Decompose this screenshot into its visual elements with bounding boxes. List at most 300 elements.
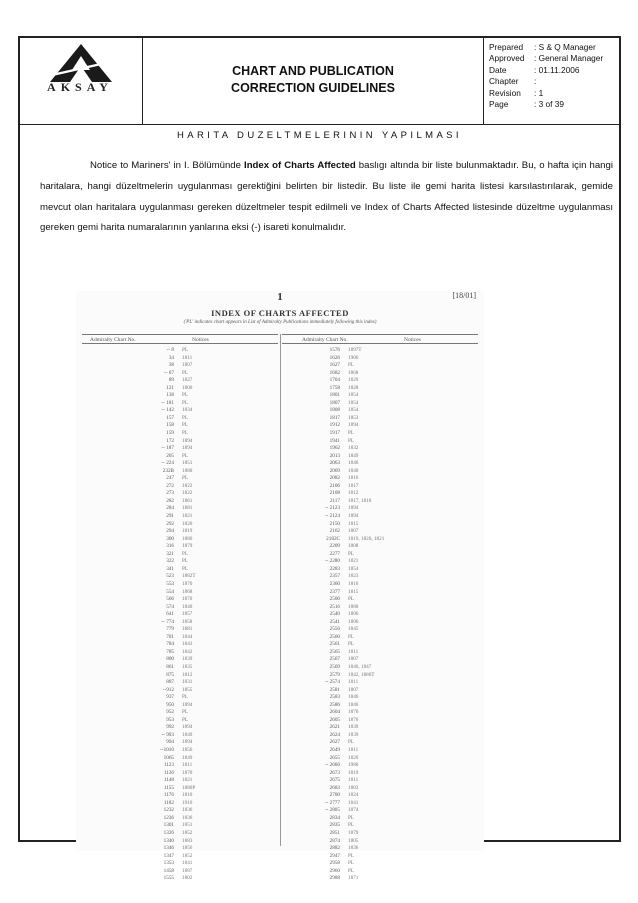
index-row (124, 347, 196, 355)
notice-number: 1827 (182, 377, 193, 384)
notice-number: 1822 (182, 482, 193, 489)
chart-number: 2673 (329, 769, 340, 776)
meta-value: : S & Q Manager (534, 42, 596, 52)
index-row (290, 528, 384, 536)
index-row (290, 543, 384, 551)
chart-number: 1347 (163, 852, 174, 859)
index-row (124, 770, 196, 778)
index-row (290, 664, 384, 672)
notice-number: 1807 (348, 656, 359, 663)
chart-number: 321 (166, 550, 174, 557)
index-row (290, 490, 384, 498)
chart-number: -- 2123 (324, 505, 340, 512)
notice-number: PL (348, 430, 355, 437)
index-row (124, 596, 196, 604)
notice-number: 1853 (348, 414, 359, 421)
index-row (290, 732, 384, 740)
index-row (290, 468, 384, 476)
notice-number: 1849 (348, 452, 359, 459)
notice-number: 1829 (348, 377, 359, 384)
index-row (290, 815, 384, 823)
index-row (124, 558, 196, 566)
chart-number: 1627 (329, 362, 340, 369)
index-row (290, 460, 384, 468)
chart-number: 992 (166, 724, 174, 731)
notice-number: 1817, 1818 (348, 497, 372, 504)
notice-number: 1858 (182, 618, 193, 625)
index-row (290, 724, 384, 732)
chart-number: 2108 (329, 490, 340, 497)
chart-number: -- 774 (161, 618, 174, 625)
paragraph-part-2: baslıgı altında bir liste bulunmaktadır. Bu, o hafta için hangi haritalara, hangi düzeltmelerin uygulanması gerektiğini belirten bir listedir. Bu liste ile gemi harita listesi karsılastırılarak, gemide mevcut olan haritalara uygulanması gereken düzeltmeler tespit edilmeli ve Index of Charts Affected listesinde düzeltme uygulanması gereken gemi harita numaralarının yanlarına eksi (-) isareti konulmalıdır. (40, 160, 613, 234)
index-row (124, 717, 196, 725)
chart-number: -- 224 (161, 460, 174, 467)
notice-number: 1832 (348, 445, 359, 452)
chart-number: 781 (166, 633, 174, 640)
notice-number: 1894 (182, 701, 193, 708)
chart-number: -- 2574 (324, 679, 340, 686)
notice-number: 1857 (182, 611, 193, 618)
index-row (290, 868, 384, 876)
index-row (124, 589, 196, 597)
notice-number: PL (348, 852, 355, 859)
notice-number: 1881 (182, 626, 193, 633)
index-row (290, 430, 384, 438)
chart-number: 1941 (329, 437, 340, 444)
index-row (124, 875, 196, 883)
notice-number: 1880 (348, 603, 359, 610)
index-row (290, 838, 384, 846)
meta-label: Chapter (489, 76, 519, 87)
chart-number: 1236 (163, 814, 174, 821)
chart-number: 1912 (329, 422, 340, 429)
notice-number: PL (182, 414, 189, 421)
notice-number: 1805 (348, 837, 359, 844)
index-row (290, 830, 384, 838)
index-row (290, 687, 384, 695)
chart-number: 2360 (329, 580, 340, 587)
index-row (290, 453, 384, 461)
chart-number: 2675 (329, 777, 340, 784)
index-row (124, 822, 196, 830)
title-line-1: CHART AND PUBLICATION (232, 64, 394, 78)
notice-number: PL (182, 392, 189, 399)
notice-number: PL (348, 822, 355, 829)
chart-number: 1458 (163, 867, 174, 874)
index-row (124, 739, 196, 747)
notice-number: 1856 (182, 845, 193, 852)
chart-number: 247 (166, 475, 174, 482)
index-row (124, 400, 196, 408)
notice-number: 1854 (348, 407, 359, 414)
index-row (124, 551, 196, 559)
notice-number: 1868 (348, 369, 359, 376)
notice-number: 1845 (348, 626, 359, 633)
chart-number: 2516 (329, 603, 340, 610)
chart-number: 861 (166, 663, 174, 670)
index-row (290, 770, 384, 778)
index-row (124, 505, 196, 513)
meta-page (489, 99, 603, 110)
notice-number: PL (182, 475, 189, 482)
notice-number: 1871 (348, 875, 359, 882)
notice-number: 1849 (182, 754, 193, 761)
index-row (124, 694, 196, 702)
chart-number: 1704 (329, 377, 340, 384)
index-row (124, 815, 196, 823)
index-row (290, 355, 384, 363)
chart-number: 2874 (329, 837, 340, 844)
chart-number: 2556 (329, 626, 340, 633)
chart-number: -- 142 (161, 407, 174, 414)
notice-number: 1851 (182, 460, 193, 467)
chart-number: 1576 (329, 347, 340, 353)
scan-page-number: 1 (277, 291, 283, 303)
index-row (124, 649, 196, 657)
chart-number: 2621 (329, 724, 340, 731)
chart-number: 566 (166, 596, 174, 603)
chart-number: 291 (166, 513, 174, 520)
scan-col-header-chart: Admiralty Chart No. (90, 337, 136, 343)
chart-number: 2561 (329, 641, 340, 648)
chart-number: 2960 (329, 867, 340, 874)
notice-number: 1839 (348, 731, 359, 738)
notice-number: 1841 (348, 799, 359, 806)
notice-number: 1808 (348, 543, 359, 550)
index-row (290, 400, 384, 408)
chart-number: 779 (166, 626, 174, 633)
index-row (290, 498, 384, 506)
chart-number: 272 (166, 482, 174, 489)
notice-number: 1836 (182, 814, 193, 821)
chart-number: 205 (166, 452, 174, 459)
index-row (124, 838, 196, 846)
notice-number: 1854 (348, 392, 359, 399)
meta-value: : (534, 76, 537, 87)
chart-number: 2586 (329, 701, 340, 708)
notice-number: 1894 (182, 445, 193, 452)
index-row (290, 800, 384, 808)
meta-label: Prepared (489, 42, 524, 52)
chart-number: 1148 (163, 777, 174, 784)
notice-number: 1828 (348, 384, 359, 391)
index-row (124, 407, 196, 415)
chart-number: 2655 (329, 754, 340, 761)
index-row (290, 672, 384, 680)
index-row (124, 377, 196, 385)
chart-number: 2851 (329, 830, 340, 836)
index-row (290, 483, 384, 491)
scan-col-header-notices: Notices (404, 337, 421, 343)
notice-number: 1874 (348, 807, 359, 814)
index-row (124, 438, 196, 446)
notice-number: PL (182, 565, 189, 572)
chart-number: 2683 (329, 784, 340, 791)
chart-number: 2106 (329, 482, 340, 489)
index-row (124, 777, 196, 785)
notice-number: 1846 (348, 460, 359, 467)
index-row (124, 611, 196, 619)
index-row (290, 513, 384, 521)
index-row (290, 747, 384, 755)
chart-number: 121 (166, 384, 174, 391)
notice-number: PL (348, 860, 355, 867)
index-row (124, 800, 196, 808)
index-row (124, 860, 196, 868)
chart-number: 1962 (329, 445, 340, 452)
notice-number: 1831 (182, 679, 193, 686)
scan-col-header-chart: Admiralty Chart No. (302, 337, 348, 343)
chart-number: 172 (166, 437, 174, 444)
chart-number: 2627 (329, 739, 340, 746)
chart-number: --1010 (160, 746, 174, 753)
notice-number: 1844 (182, 633, 193, 640)
chart-number: 523 (166, 573, 174, 580)
index-row (124, 490, 196, 498)
index-row (124, 709, 196, 717)
index-row (124, 634, 196, 642)
index-row (290, 626, 384, 634)
notice-number: 1894 (182, 724, 193, 731)
logo-text: AKSAY (47, 80, 113, 94)
index-row (290, 438, 384, 446)
index-row (124, 672, 196, 680)
notice-number: PL (182, 430, 189, 437)
notice-number: 1846 (348, 694, 359, 701)
notice-number: 1840 (348, 467, 359, 474)
chart-number: --912 (162, 686, 174, 693)
index-row (124, 581, 196, 589)
notice-number: 1879 (182, 543, 193, 550)
index-row (290, 792, 384, 800)
document-title (143, 63, 483, 97)
notice-number: 1880 (182, 467, 193, 474)
notice-number: 1849 (182, 731, 193, 738)
notice-number: 1824 (348, 792, 359, 799)
meta-label: Date (489, 64, 507, 75)
notice-number: PL (182, 694, 189, 701)
index-row (290, 762, 384, 770)
notice-number: 1868 (182, 588, 193, 595)
chart-number: 1123 (163, 762, 174, 769)
index-row (290, 573, 384, 581)
chart-number: 2500 (329, 596, 340, 603)
paragraph-bold-term: Index of Charts Affected (244, 160, 356, 171)
chart-number: 316 (166, 543, 174, 550)
notice-number: 1851 (182, 822, 193, 829)
notice-number: 1820 (182, 520, 193, 527)
chart-number: 1155 (163, 784, 174, 791)
index-row (290, 407, 384, 415)
chart-number: 2700 (329, 792, 340, 799)
notice-number: PL (348, 596, 355, 603)
scan-column-divider (280, 334, 281, 846)
notice-number: 1811 (182, 354, 193, 361)
meta-value: : 01.11.2006 (534, 64, 580, 75)
notice-number: 1807 (182, 362, 193, 369)
chart-number: 1136 (163, 769, 174, 776)
notice-number: 1820 (348, 754, 359, 761)
notice-number: 1846, 1847 (348, 663, 372, 670)
index-row (290, 717, 384, 725)
index-row (124, 513, 196, 521)
chart-number: 800 (166, 656, 174, 663)
index-row (290, 392, 384, 400)
chart-number: -- 2666 (324, 762, 340, 769)
notice-number: 1897T (348, 347, 362, 353)
scanned-index-image (76, 291, 484, 882)
chart-number: 1182 (163, 799, 174, 806)
chart-number: 2567 (329, 656, 340, 663)
chart-number: 2541 (329, 618, 340, 625)
index-row (124, 453, 196, 461)
chart-number: 2947 (329, 852, 340, 859)
notice-number: 1819, 1820, 1821 (348, 535, 385, 542)
notice-number: 1881 (182, 505, 193, 512)
notice-number: 1836 (348, 845, 359, 852)
chart-number: 1682 (329, 369, 340, 376)
chart-number: 1801 (329, 392, 340, 399)
chart-number: 887 (166, 679, 174, 686)
index-row (124, 543, 196, 551)
notice-number: 1821 (348, 558, 359, 565)
scan-header-right (282, 334, 478, 344)
notice-number: 1807 (348, 528, 359, 535)
notice-number: 1816 (348, 580, 359, 587)
chart-number: 2624 (329, 731, 340, 738)
index-row (124, 626, 196, 634)
metadata-cell (484, 38, 619, 124)
index-row (124, 830, 196, 838)
index-row (124, 460, 196, 468)
chart-number: 2882 (329, 845, 340, 852)
chart-number: -- 187 (161, 445, 174, 452)
chart-number: 2540 (329, 611, 340, 618)
chart-number: 1176 (163, 792, 174, 799)
notice-number: 1839 (348, 724, 359, 731)
index-row (290, 860, 384, 868)
notice-number: 1806 (348, 618, 359, 625)
meta-value: : General Manager (534, 53, 604, 64)
index-row (124, 868, 196, 876)
chart-number: 1353 (163, 860, 174, 867)
index-row (290, 656, 384, 664)
notice-number: 1887 (182, 867, 193, 874)
index-row (290, 558, 384, 566)
notice-number: 1883 (182, 837, 193, 844)
chart-number: 952 (166, 709, 174, 716)
document-header (20, 38, 619, 125)
index-row (124, 656, 196, 664)
notice-number: 1811 (348, 777, 359, 784)
index-row (124, 498, 196, 506)
index-row (124, 687, 196, 695)
scan-title: INDEX OF CHARTS AFFECTED (211, 308, 349, 318)
chart-number: 2209 (329, 543, 340, 550)
notice-number: 1803 (348, 784, 359, 791)
index-row (290, 619, 384, 627)
chart-number: 2834 (329, 814, 340, 821)
chart-number: -- 2124 (324, 513, 340, 520)
notice-number: PL (182, 347, 189, 353)
index-row (290, 702, 384, 710)
chart-number: 292 (166, 520, 174, 527)
scan-note: ('PL' indicates chart appears in List of Admiralty Publications immediately following this index) (183, 320, 377, 325)
chart-number: 2581 (329, 686, 340, 693)
chart-number: 38 (168, 362, 174, 369)
index-row (124, 702, 196, 710)
notice-number: 1822 (182, 490, 193, 497)
index-row (290, 589, 384, 597)
notice-number: 1811 (348, 648, 359, 655)
chart-number: 300 (166, 535, 174, 542)
chart-number: 232B (162, 467, 174, 474)
notice-number: PL (348, 814, 355, 821)
notice-number: 1854 (348, 399, 359, 406)
index-row (290, 422, 384, 430)
index-row (124, 747, 196, 755)
notice-number: PL (348, 437, 355, 444)
notice-number: 1856 (182, 746, 193, 753)
notice-number: 1839 (182, 656, 193, 663)
index-row (124, 430, 196, 438)
chart-number: 138 (166, 392, 174, 399)
chart-number: 2560 (329, 633, 340, 640)
chart-number: 2063 (329, 460, 340, 467)
index-row (290, 385, 384, 393)
meta-date (489, 65, 603, 76)
notice-number: PL (182, 558, 189, 565)
notice-number: 1880 (182, 535, 193, 542)
chart-number: 159 (166, 430, 174, 437)
index-row (290, 611, 384, 619)
chart-number: 554 (166, 588, 174, 595)
chart-number: 785 (166, 648, 174, 655)
notice-number: 1806 (348, 611, 359, 618)
index-row (124, 468, 196, 476)
notice-number: 1894 (348, 513, 359, 520)
meta-revision (489, 88, 603, 99)
chart-number: 284 (166, 505, 174, 512)
meta-label: Page (489, 99, 509, 110)
chart-number: 2583 (329, 694, 340, 701)
notice-number: 1980 (348, 762, 359, 769)
notice-number: PL (182, 550, 189, 557)
chart-number: -- 993 (161, 731, 174, 738)
notice-number: 1819 (182, 528, 193, 535)
notice-number: 1819 (348, 769, 359, 776)
scan-left-column (124, 347, 196, 883)
notice-number: 1835 (182, 663, 193, 670)
scan-header-left (82, 334, 278, 344)
notice-number: PL (182, 369, 189, 376)
index-row (290, 445, 384, 453)
chart-number: 1808 (329, 407, 340, 414)
notice-number: 1811 (182, 762, 193, 769)
chart-number: 89 (168, 377, 174, 384)
chart-number: 2277 (329, 550, 340, 557)
index-row (290, 853, 384, 861)
index-row (124, 415, 196, 423)
notice-number: 1894 (182, 739, 193, 746)
notice-number: 1894 (182, 437, 193, 444)
chart-number: 2069 (329, 467, 340, 474)
chart-number: 2835 (329, 822, 340, 829)
scan-right-column (290, 347, 384, 883)
index-row (124, 845, 196, 853)
notice-number: 1810 (182, 792, 193, 799)
chart-number: 1346 (163, 845, 174, 852)
